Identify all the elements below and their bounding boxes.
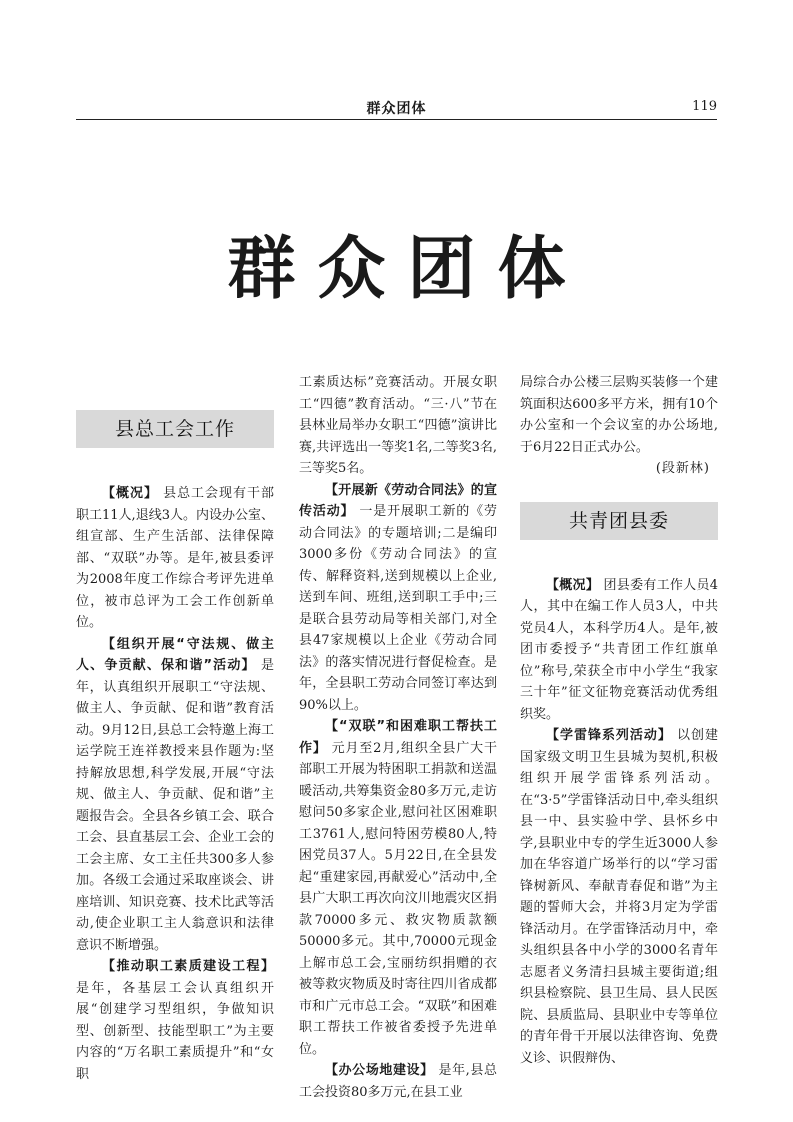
paragraph-keyword: 【“双联”和困难职工帮扶工作】 — [299, 719, 497, 756]
paragraph-quality-continued: 工素质达标”竞赛活动。开展女职工“四德”教育活动。“三·八”节在县林业局举办女职工“四德”演讲比赛,共评选出一等奖1名,二等奖3名,三等奖5名。 — [299, 375, 497, 476]
paragraph-lei-feng: 【学雷锋系列活动】 以创建国家级文明卫生县城为契机,积极组织开展学雷锋系列活动。在“3·5”学雷锋活动日中,牵头组织县一中、县实验中学、县怀乡中学,县职业中专的学生近3000人参加在华容道广场举行的以“学习雷锋树新风、奉献青春促和谐”为主题的誓师大会，并将3月定为学雷锋活动月。在学雷锋活动月中，牵头组织县各中小学的3000名青年志愿者义务清扫县城主要街道;组织县检察院、县卫生局、县人民医院、县质监局、县职业中专等单位的青年骨干开展以法律咨询、免费义诊、识假辩伪、 — [520, 728, 718, 1066]
paragraph-keyword: 【开展新《劳动合同法》的宣传活动】 — [299, 482, 497, 519]
paragraph-keyword: 【组织开展“守法规、做主人、争贡献、保和谐”活动】 — [76, 636, 274, 673]
paragraph-overview: 【概况】 县总工会现有干部职工11人,退线3人。内设办公室、组宣部、生产生活部、法律保障部、“双联”办等。是年,被县委评为2008年度工作综合考评先进单位，被市总评为工会工作创新单位。 — [76, 486, 274, 630]
author-credit: (段新林) — [655, 461, 710, 476]
paragraph-office: 【办公场地建设】 是年,县总工会投资80多万元,在县工业 — [299, 1063, 497, 1100]
paragraph-quality: 【推动职工素质建设工程】 是年，各基层工会认真组织开展“创建学习型组织，争做知识型、创新型、技能型职工”为主要内容的“万名职工素质提升”和“女职 — [76, 959, 274, 1082]
section-heading-youth-league: 共青团县委 — [520, 502, 718, 540]
paragraph-assistance: 【“双联”和困难职工帮扶工作】 元月至2月,组织全县广大干部职工开展为特困职工捐款和送温暖活动,共筹集资金80多万元,走访慰问50多家企业,慰问社区困难职工3761人,慰问特困劳模80人,特困党员37人。5月22日,在全县发起“重建家园,再献爱心”活动中,全县广大职工再次向汶川地震灾区捐款70000多元、救灾物质款额50000多元。其中,70000元现金上解市总工会,宝丽纺织捐赠的衣被等救灾物质及时寄往四川省成都市和广元市总工会。“双联”和困难职工帮扶工作被省委授予先进单位。 — [299, 719, 497, 1057]
paragraph-keyword: 【概况】 — [102, 486, 158, 501]
column-1 — [76, 410, 274, 1085]
running-title: 群众团体 — [366, 101, 427, 117]
section-heading-trade-union: 县总工会工作 — [76, 410, 274, 448]
column-2 — [299, 372, 497, 1103]
page-number: 119 — [692, 99, 717, 114]
paragraph-league-overview: 【概况】 团县委有工作人员4人，其中在编工作人员3人，中共党员4人，本科学历4人。是年,被团市委授予“共青团工作红旗单位”称号,荣获全市中小学生“我家三十年”征文征物竞赛活动优秀组织奖。 — [520, 577, 718, 722]
paragraph-keyword: 【概况】 — [546, 577, 600, 593]
paragraph-keyword: 【学雷锋系列活动】 — [546, 728, 672, 743]
chapter-title: 群众团体 — [227, 229, 588, 309]
paragraph-keyword: 【推动职工素质建设工程】 — [102, 959, 274, 974]
paragraph-office-continued: 局综合办公楼三层购买装修一个建筑面积达600多平方米，拥有10个办公室和一个会议室的办公场地,于6月22日正式办公。 — [520, 375, 718, 455]
paragraph-keyword: 【办公场地建设】 — [325, 1063, 434, 1078]
column-3 — [520, 372, 718, 1069]
header-rule — [76, 119, 717, 120]
paragraph-activity: 【组织开展“守法规、做主人、争贡献、保和谐”活动】 是年，认真组织开展职工“守法规、做主人、争贡献、促和谐”教育活动。9月12日,县总工会特邀上海工运学院王连祥教授来县作题为:坚持解放思想,科学发展,开展“守法规、做主人、争贡献、促和谐”主题报告会。全县各乡镇工会、联合工会、县直基层工会、企业工会的工会主席、女工主任共300多人参加。各级工会通过采取座谈会、讲座培训、知识竞赛、技术比武等活动,使企业职工主人翁意识和法律意识不断增强。 — [76, 636, 274, 953]
paragraph-labor-law: 【开展新《劳动合同法》的宣传活动】 一是开展职工新的《劳动合同法》的专题培训;二是编印3000多份《劳动合同法》的宣传、解释资料,送到规模以上企业,送到车间、班组,送到职工手中;三是联合县劳动局等相关部门,对全县47家规模以上企业《劳动合同法》的落实情况进行督促检查。是年，全县职工劳动合同签订率达到90%以上。 — [299, 482, 497, 713]
